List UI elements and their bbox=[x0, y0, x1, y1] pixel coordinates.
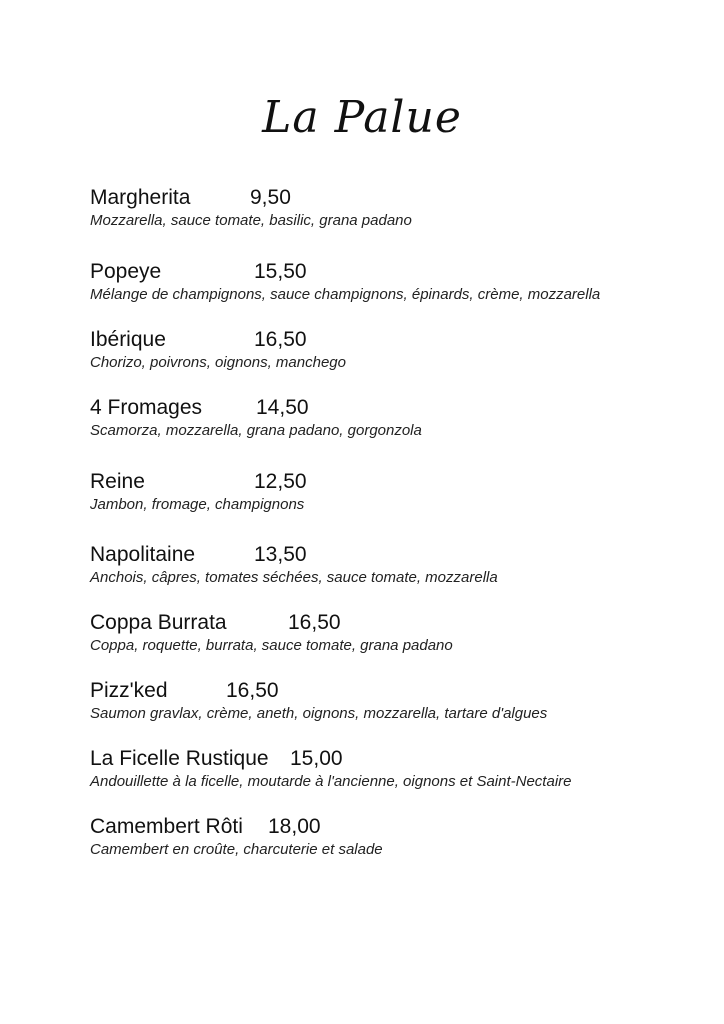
menu-item-camembert-roti bbox=[90, 814, 690, 860]
menu-item-popeye bbox=[90, 259, 690, 305]
item-name: 4 Fromages bbox=[90, 396, 203, 419]
item-price: 16,50 bbox=[254, 328, 307, 351]
item-name: Popeye bbox=[90, 260, 162, 283]
item-price: 16,50 bbox=[226, 679, 279, 702]
item-price: 18,00 bbox=[268, 815, 321, 838]
menu-item-reine bbox=[90, 469, 690, 515]
item-description: Jambon, fromage, champignons bbox=[90, 496, 305, 513]
item-price: 15,00 bbox=[290, 747, 343, 770]
menu-item-la-ficelle-rustique bbox=[90, 746, 690, 792]
item-description: Coppa, roquette, burrata, sauce tomate, grana padano bbox=[90, 637, 453, 654]
item-description: Saumon gravlax, crème, aneth, oignons, mozzarella, tartare d'algues bbox=[90, 705, 548, 722]
menu-title: La Palue bbox=[262, 92, 462, 143]
item-name: Ibérique bbox=[90, 328, 166, 351]
menu-item-napolitaine bbox=[90, 542, 690, 588]
item-description: Anchois, câpres, tomates séchées, sauce tomate, mozzarella bbox=[90, 569, 498, 586]
item-name: Margherita bbox=[90, 186, 191, 209]
item-price: 13,50 bbox=[254, 543, 307, 566]
item-price: 15,50 bbox=[254, 260, 307, 283]
item-description: Mozzarella, sauce tomate, basilic, grana padano bbox=[90, 212, 412, 229]
menu-item-coppa-burrata bbox=[90, 610, 690, 656]
item-name: Reine bbox=[90, 470, 145, 493]
menu-item-pizzked bbox=[90, 678, 690, 724]
item-name: Pizz'ked bbox=[90, 679, 168, 702]
menu-item-iberique bbox=[90, 327, 690, 373]
menu-item-margherita bbox=[90, 185, 690, 231]
item-description: Andouillette à la ficelle, moutarde à l'ancienne, oignons et Saint-Nectaire bbox=[90, 773, 572, 790]
item-price: 12,50 bbox=[254, 470, 307, 493]
item-price: 16,50 bbox=[288, 611, 341, 634]
menu-item-4-fromages bbox=[90, 395, 690, 441]
item-description: Camembert en croûte, charcuterie et salade bbox=[90, 841, 383, 858]
item-description: Scamorza, mozzarella, grana padano, gorgonzola bbox=[90, 422, 422, 439]
item-name: Napolitaine bbox=[90, 543, 196, 566]
item-name: La Ficelle Rustique bbox=[90, 747, 269, 770]
item-description: Chorizo, poivrons, oignons, manchego bbox=[90, 354, 346, 371]
item-price: 9,50 bbox=[250, 186, 291, 209]
item-description: Mélange de champignons, sauce champignons, épinards, crème, mozzarella bbox=[90, 286, 601, 303]
item-price: 14,50 bbox=[256, 396, 309, 419]
item-name: Coppa Burrata bbox=[90, 611, 227, 634]
item-name: Camembert Rôti bbox=[90, 815, 243, 838]
